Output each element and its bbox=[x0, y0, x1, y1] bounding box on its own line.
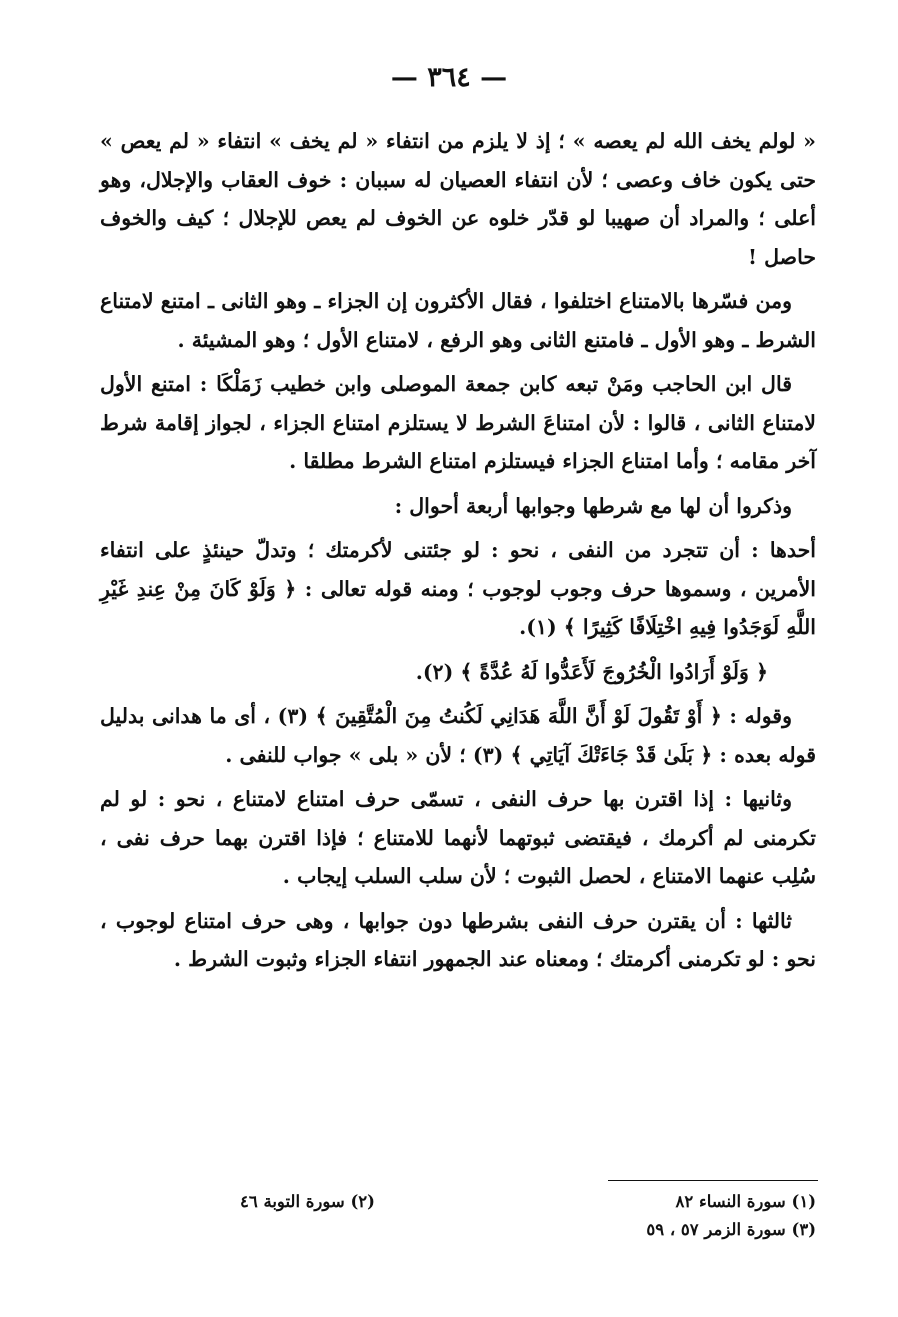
paragraph-4: وذكروا أن لها مع شرطها وجوابها أربعة أحوال : bbox=[394, 493, 792, 518]
paragraph-3: قال ابن الحاجب ومَنْ تبعه كابن جمعة الموصلى وابن خطيب زَمَلْكَا : امتنع الأول لامتناع الثانى ، قالوا : لأن امتناعَ الشرط لا يستلزم امتناع الجزاء ، لجواز إقامة شرط آخر مقامه ؛ وأما امتناع الجزاء فيستلزم امتناع الشرط مطلقا . bbox=[100, 372, 816, 473]
footnote-2: (٢) سورة التوبة ٤٦ bbox=[240, 1192, 375, 1211]
footnote-1: (١) سورة النساء ٨٢ bbox=[675, 1192, 816, 1211]
paragraph-9: ثالثها : أن يقترن حرف النفى بشرطها دون جوابها ، وهى حرف امتناع لوجوب ، نحو : لو تكرمنى أكرمتك ؛ ومعناه عند الجمهور انتفاء الجزاء وثبوت الشرط . bbox=[100, 908, 816, 971]
footnote-row bbox=[240, 1188, 816, 1216]
paragraph-8: وثانيها : إذا اقترن بها حرف النفى ، تسمّى حرف امتناع لامتناع ، نحو : لو لم تكرمنى لم أكرمك ، فيقتضى ثبوتهما لأنهما للامتناع ؛ فإذا اقترن بهما حرف نفى ، سُلِب عنهما الامتناع ، لحصل الثبوت ؛ لأن سلب السلب إيجاب . bbox=[100, 787, 816, 888]
paragraph-1: « لولم يخف الله لم يعصه » ؛ إذ لا يلزم من انتفاء « لم يخف » انتفاء « لم يعص » حتى يكون خاف وعصى ؛ لأن انتفاء العصيان له سببان : خوف العقاب والإجلال، وهو أعلى ؛ والمراد أن صهيبا لو قدّر خلوه عن الخوف لم يعص للإجلال ؛ كيف والخوف حاصل ! bbox=[100, 129, 816, 269]
main-text bbox=[100, 122, 816, 985]
footnote-divider bbox=[608, 1180, 818, 1181]
footnote-row bbox=[240, 1216, 816, 1244]
paragraph-6: ﴿ وَلَوْ أَرَادُوا الْخُرُوجَ لَأَعَدُّوا لَهُ عُدَّةً ﴾ (٢). bbox=[415, 659, 768, 684]
paragraph-2: ومن فسّرها بالامتناع اختلفوا ، فقال الأكثرون إن الجزاء ـ وهو الثانى ـ امتنع لامتناع الشرط ـ وهو الأول ـ فامتنع الثانى وهو الرفع ، لامتناع الأول ؛ وهو المشيئة . bbox=[100, 289, 816, 352]
footnotes bbox=[240, 1188, 816, 1244]
paragraph-5: أحدها : أن تتجرد من النفى ، نحو : لو جئتنى لأكرمتك ؛ وتدلّ حينئذٍ على انتفاء الأمرين ، وسموها حرف وجوب لوجوب ؛ ومنه قوله تعالى : ﴿ وَلَوْ كَانَ مِنْ عِندِ غَيْرِ اللَّهِ لَوَجَدُوا فِيهِ اخْتِلَافًا كَثِيرًا ﴾ (١). bbox=[100, 538, 816, 639]
page-number: — ٣٦٤ — bbox=[390, 62, 508, 93]
paragraph-7: وقوله : ﴿ أَوْ تَقُولَ لَوْ أَنَّ اللَّهَ هَدَانِي لَكُنتُ مِنَ الْمُتَّقِينَ ﴾ (٣) ، أى ما هدانى بدليل قوله بعده : ﴿ بَلَىٰ قَدْ جَاءَتْكَ آيَاتِي ﴾ (٣) ؛ لأن « بلى » جواب للنفى . bbox=[100, 704, 816, 767]
footnote-3: (٣) سورة الزمر ٥٧ ، ٥٩ bbox=[646, 1220, 816, 1239]
